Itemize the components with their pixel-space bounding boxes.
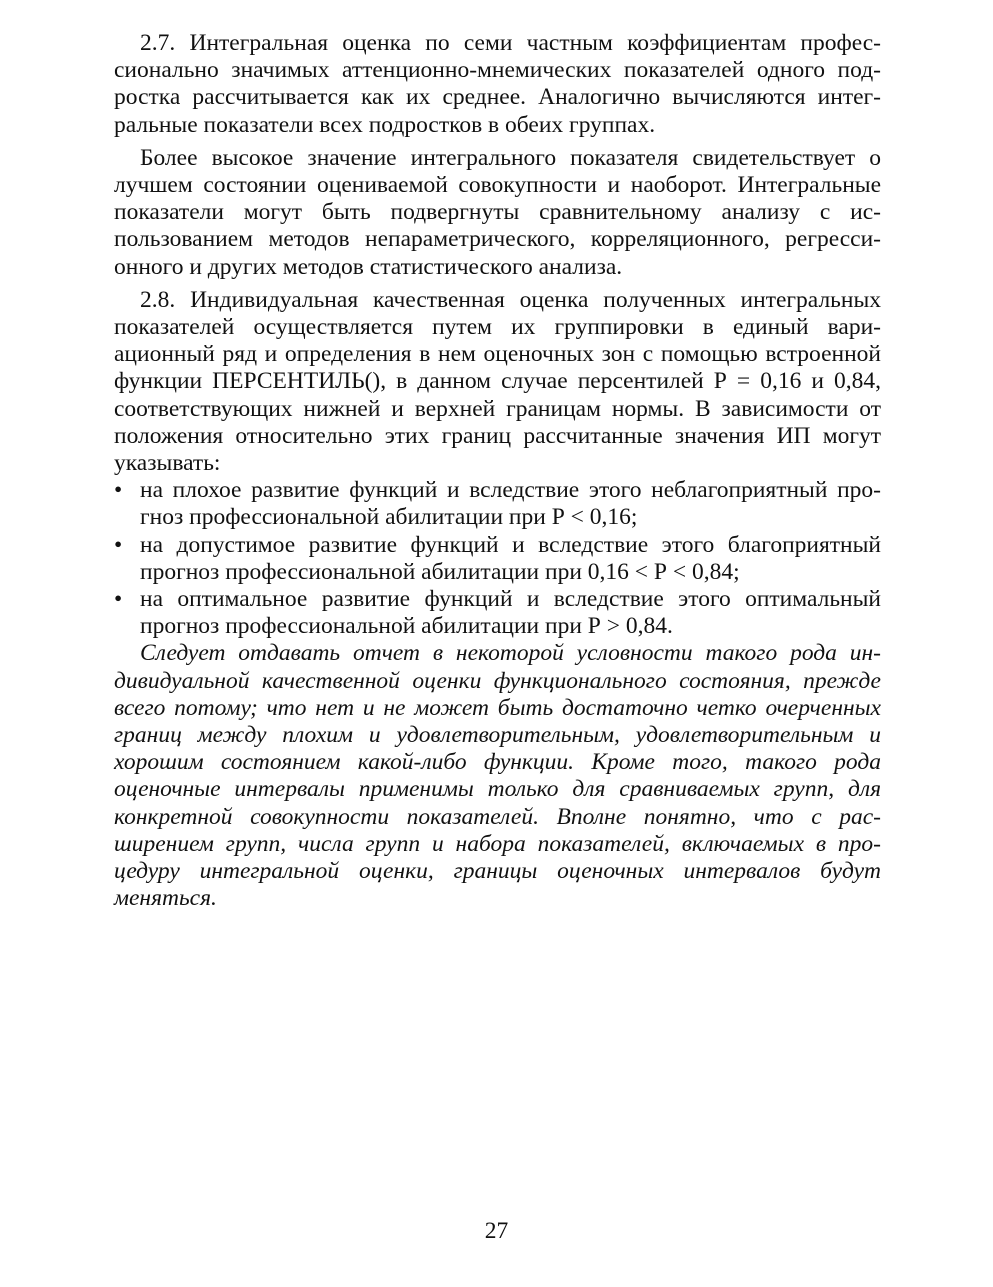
italic-note-paragraph: Следует отдавать отчет в некоторой условности такого рода индивидуальной качественной оценки функционального состояния, прежде всего потому; что нет и не может быть достаточно четко очерченных границ между плохим и удовлетворительным, удовлетворительным и хорошим состоянием какой-либо функции. Кроме того, такого рода оценочные интервалы применимы только для сравниваемых групп, для конкретной совокупности показателей. Вполне понятно, что с расширением групп, числа групп и набора показателей, включаемых в процедуру интегральной оценки, границы оценочных интервалов будут меняться. — [114, 640, 881, 912]
bullet-icon: • — [114, 531, 123, 558]
list-item-text: на оптимальное развитие функций и вследствие этого оптимальный прогноз профессиональной абилитации при Р > 0,84. — [140, 586, 881, 640]
list-item-text: на допустимое развитие функций и вследствие этого благоприятный прогноз профессиональной абилитации при 0,16 < Р < 0,84; — [140, 531, 881, 585]
paragraph-interpretation: Более высокое значение интегрального показателя свидетельствует о лучшем состоянии оцениваемой совокупности и наоборот. Интегральные показатели могут быть подвергнуты сравнительному анализу с использованием методов непараметрического, корреляционного, регрессионного и других методов статистического анализа. — [114, 144, 881, 280]
document-page — [114, 30, 881, 913]
bullet-icon: • — [114, 477, 123, 504]
list-item — [114, 477, 881, 531]
list-item — [114, 586, 881, 640]
bullet-icon: • — [114, 586, 123, 613]
list-item — [114, 532, 881, 586]
paragraph-2-8: 2.8. Индивидуальная качественная оценка полученных интегральных показателей осуществляется путем их группировки в единый вариационный ряд и определения в нем оценочных зон с помощью встроенной функции ПЕРСЕНТИЛЬ(), в данном случае персентилей Р = 0,16 и 0,84, соответствующих нижней и верхней границам нормы. В зависимости от положения относительно этих границ рассчитанные значения ИП могут указывать: — [114, 286, 881, 477]
paragraph-2-7: 2.7. Интегральная оценка по семи частным коэффициентам профессионально значимых аттенционно-мнемических показателей одного подростка рассчитывается как их среднее. Аналогично вычисляются интегральные показатели всех подростков в обеих группах. — [114, 30, 881, 138]
list-item-text: на плохое развитие функций и вследствие этого неблагоприятный прогноз профессиональной абилитации при Р < 0,16; — [140, 477, 881, 531]
page-number: 27 — [484, 1218, 509, 1244]
bullet-list — [114, 477, 881, 640]
